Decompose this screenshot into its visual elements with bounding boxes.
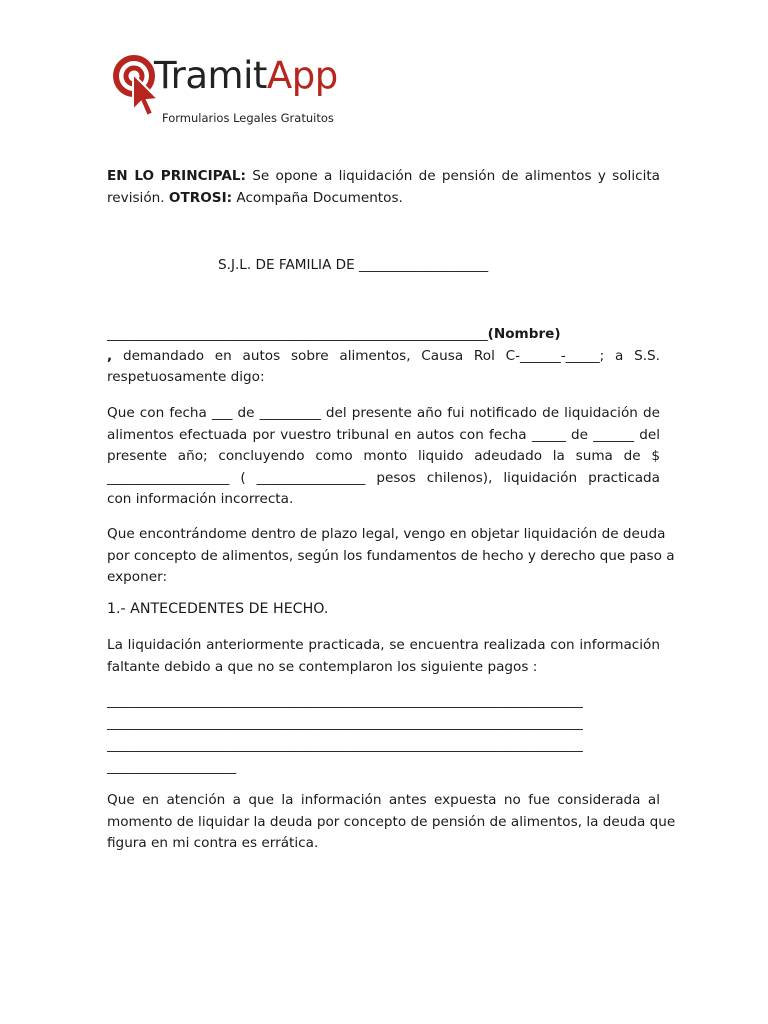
otrosi-text: Acompaña Documentos.: [236, 189, 403, 206]
name-comma: ,: [107, 347, 113, 364]
blank-line-2: ______________________________________________________________________: [107, 715, 583, 731]
otrosi-label: OTROSI:: [168, 189, 233, 206]
facts-line-2: faltante debido a que no se contemplaron los siguiente pagos :: [107, 658, 538, 675]
name-label: (Nombre): [487, 326, 561, 342]
name-line-2: [107, 346, 660, 368]
objection-line-2: por concepto de alimentos, según los fundamentos de hecho y derecho que paso a: [107, 547, 675, 564]
notice-line-5: con información incorrecta.: [107, 491, 294, 507]
section-title: 1.- ANTECEDENTES DE HECHO.: [107, 601, 329, 617]
notice-line-3: presente año; concluyendo como monto liquido adeudado la suma de $: [107, 448, 660, 464]
heading-line-1: [107, 166, 660, 188]
principal-text-end: revisión.: [107, 189, 165, 206]
objection-line-1: Que encontrándome dentro de plazo legal, vengo en objetar liquidación de deuda: [107, 526, 666, 542]
conclusion-line-2: momento de liquidar la deuda por concepto de pensión de alimentos, la deuda que: [107, 813, 676, 830]
payments-blank-lines: [107, 690, 660, 778]
tramitapp-logo: [112, 52, 352, 132]
blank-line-1: ______________________________________________________________________: [107, 693, 583, 709]
heading-paragraph: [107, 166, 660, 209]
conclusion-paragraph: [107, 790, 676, 855]
notice-line-4: __________________ ( ________________ pesos chilenos), liquidación practicada: [107, 469, 660, 486]
name-line-3: respetuosamente digo:: [107, 369, 265, 385]
facts-line-1: La liquidación anteriormente practicada, se encuentra realizada con información: [107, 637, 660, 653]
brand-name-part2: App: [266, 54, 338, 97]
objection-paragraph: [107, 524, 675, 589]
brand-name: [154, 54, 338, 97]
conclusion-line-3: figura en mi contra es errática.: [107, 835, 319, 851]
name-paragraph: [107, 324, 660, 389]
principal-label: EN LO PRINCIPAL:: [107, 168, 246, 184]
brand-tagline: Formularios Legales Gratuitos: [162, 111, 334, 125]
blank-line-4: ___________________: [107, 759, 237, 775]
name-blank: ________________________________________________________: [107, 326, 488, 342]
notice-paragraph: [107, 403, 660, 511]
court-heading: S.J.L. DE FAMILIA DE ___________________: [218, 257, 489, 273]
brand-name-part1: Tramit: [154, 54, 267, 97]
conclusion-line-1: Que en atención a que la información antes expuesta no fue considerada al: [107, 792, 660, 808]
name-line-2-text: demandado en autos sobre alimentos, Causa Rol C-______-_____; a S.S.: [122, 347, 660, 364]
facts-paragraph: [107, 635, 660, 678]
principal-text: Se opone a liquidación de pensión de alimentos y solicita: [252, 168, 661, 184]
name-line-1: [107, 324, 660, 346]
heading-line-2: [107, 188, 660, 210]
notice-line-1: Que con fecha ___ de _________ del presente año fui notificado de liquidación de: [107, 405, 660, 421]
notice-line-2: alimentos efectuada por vuestro tribunal en autos con fecha _____ de ______ del: [107, 426, 660, 443]
blank-line-3: ______________________________________________________________________: [107, 737, 583, 753]
objection-line-3: exponer:: [107, 569, 168, 585]
